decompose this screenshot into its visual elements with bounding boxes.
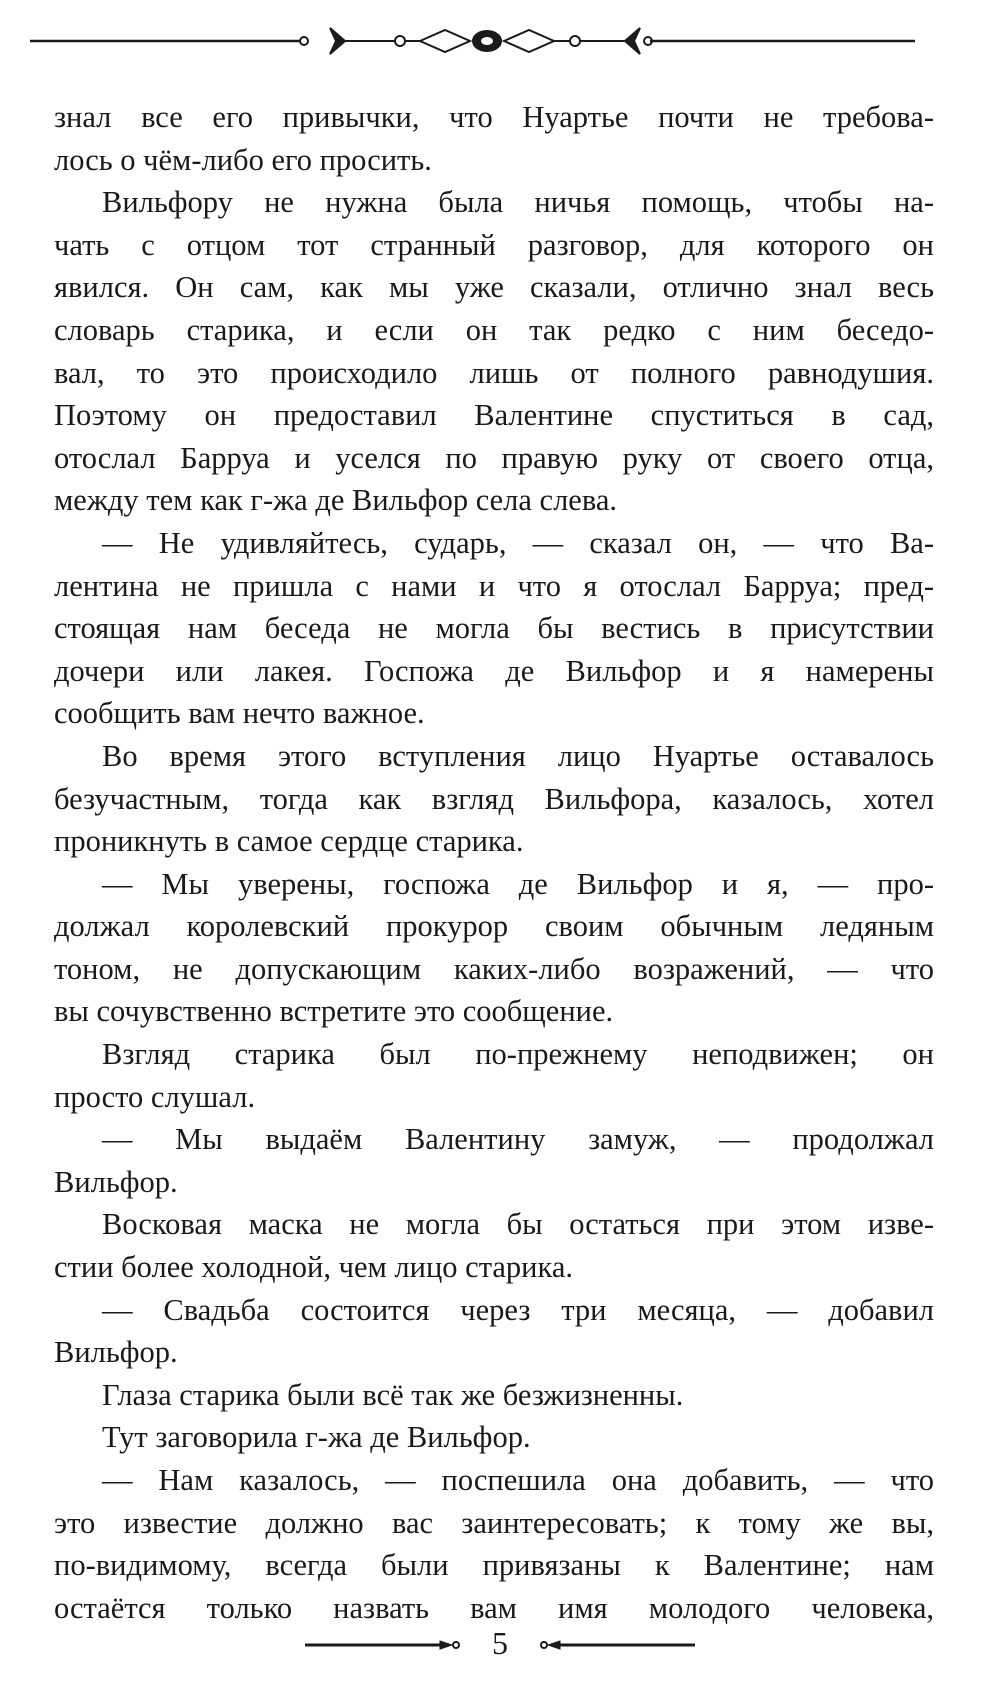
text-line: — Не удивляйтесь, сударь, — сказал он, — что Ва- (102, 525, 934, 560)
text-line: — Нам казалось, — поспешила она добавить, — что (102, 1463, 934, 1497)
body-text (54, 96, 934, 1629)
text-line: Восковая маска не могла бы остаться при этом изве- (102, 1207, 934, 1242)
text-line: — Мы выдаём Валентину замуж, — продолжал (102, 1122, 934, 1157)
text-line: Вильфор. (54, 1335, 178, 1370)
text-line: — Свадьба состоится через три месяца, — добавил (102, 1292, 934, 1327)
text-line: отослал Барруа и уселся по правую руку от своего отца, (54, 440, 934, 475)
text-line: сообщить вам нечто важное. (54, 696, 425, 731)
text-line: Вильфор. (54, 1164, 178, 1199)
text-line: словарь старика, и если он так редко с ним беседо- (54, 312, 934, 347)
text-line: знал все его привычки, что Нуартье почти не требова- (54, 100, 934, 134)
text-line: безучастным, тогда как взгляд Вильфора, казалось, хотел (54, 781, 934, 816)
text-line: Поэтому он предоставил Валентине спуститься в сад, (54, 398, 934, 433)
text-line: вы сочувственно встретите это сообщение. (54, 994, 614, 1029)
text-line: Вильфору не нужна была ничья помощь, чтобы на- (102, 185, 934, 220)
text-line: просто слушал. (54, 1079, 256, 1114)
text-line: это известие должно вас заинтересовать; к тому же вы, (54, 1505, 934, 1540)
text-line: чать с отцом тот странный разговор, для которого он (54, 227, 934, 262)
text-line: лось о чём-либо его просить. (54, 142, 432, 177)
text-line: тоном, не допускающим каких-либо возражений, — что (54, 951, 934, 986)
header-ornament (0, 0, 1000, 80)
text-line: Взгляд старика был по-прежнему неподвижен; он (102, 1037, 934, 1072)
text-line: должал королевский прокурор своим обычным ледяным (54, 909, 934, 944)
text-line: между тем как г-жа де Вильфор села слева. (54, 483, 617, 518)
text-line: Глаза старика были всё так же безжизненны. (102, 1377, 684, 1412)
text-line: остаётся только назвать вам имя молодого человека, (54, 1590, 934, 1625)
text-line: дочери или лакея. Госпожа де Вильфор и я намерены (54, 653, 934, 688)
text-line: явился. Он сам, как мы уже сказали, отлично знал весь (54, 270, 934, 305)
text-line: по-видимому, всегда были привязаны к Валентине; нам (54, 1548, 934, 1583)
text-line: проникнуть в самое сердце старика. (54, 824, 524, 859)
text-line: Тут заговорила г-жа де Вильфор. (102, 1420, 531, 1455)
page-number: 5 (492, 1625, 508, 1661)
text-line: стии более холодной, чем лицо старика. (54, 1250, 574, 1285)
text-line: вал, то это происходило лишь от полного равнодушия. (54, 355, 934, 390)
text-line: Во время этого вступления лицо Нуартье оставалось (102, 738, 934, 773)
text-line: стоящая нам беседа не могла бы вестись в присутствии (54, 611, 934, 646)
text-line: лентина не пришла с нами и что я отослал Барруа; пред- (54, 568, 934, 603)
text-line: — Мы уверены, госпожа де Вильфор и я, — про- (102, 866, 934, 901)
